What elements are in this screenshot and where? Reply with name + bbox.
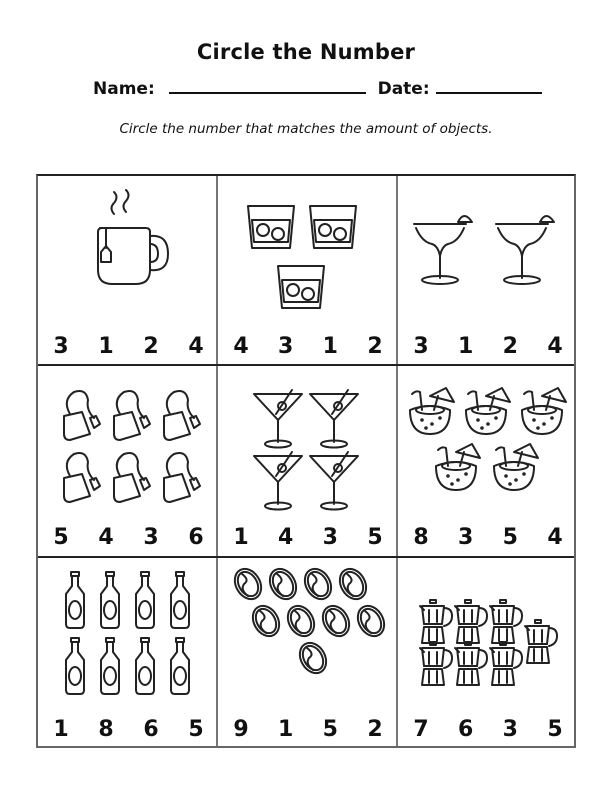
answer-choices [218,524,396,552]
choice[interactable]: 5 [53,525,69,550]
problem-cell [38,558,217,748]
moka-pot-icon [398,558,576,708]
answer-choices [218,716,396,744]
answer-choices [398,333,576,361]
choice[interactable]: 6 [458,717,474,742]
instructions: Circle the number that matches the amount of objects. [119,121,493,137]
choice[interactable]: 1 [53,717,69,742]
choice[interactable]: 3 [413,334,429,359]
coconut-drink-icon [398,366,576,516]
choice[interactable]: 4 [547,334,563,359]
choice[interactable]: 1 [458,334,474,359]
choice[interactable]: 6 [143,717,159,742]
choice[interactable]: 4 [98,525,114,550]
answer-choices [218,333,396,361]
choice[interactable]: 4 [278,525,294,550]
choice[interactable]: 8 [413,525,429,550]
choice[interactable]: 3 [322,525,338,550]
name-date-line [93,78,542,99]
choice[interactable]: 5 [367,525,383,550]
choice[interactable]: 1 [233,525,249,550]
name-label: Name: [93,79,155,99]
choice[interactable]: 3 [458,525,474,550]
choice[interactable]: 9 [233,717,249,742]
problem-cell [218,176,396,365]
choice[interactable]: 5 [547,717,563,742]
choice[interactable]: 2 [502,334,518,359]
choice[interactable]: 6 [188,525,204,550]
choice[interactable]: 1 [278,717,294,742]
problem-cell [38,176,217,365]
choice[interactable]: 8 [98,717,114,742]
problem-cell [398,176,576,365]
answer-choices [38,333,217,361]
choice[interactable]: 4 [188,334,204,359]
choice[interactable]: 3 [502,717,518,742]
choice[interactable]: 3 [143,525,159,550]
worksheet-title: Circle the Number [196,40,416,64]
problem-cell [398,558,576,748]
date-field[interactable] [436,78,542,94]
problem-cell [218,366,396,556]
margarita-glass-icon [398,176,576,326]
problem-cell [38,366,217,556]
martini-glass-icon [218,366,396,516]
answer-choices [398,524,576,552]
name-field[interactable] [169,78,366,94]
choice[interactable]: 3 [278,334,294,359]
choice[interactable]: 4 [233,334,249,359]
bottle-icon [38,558,217,708]
choice[interactable]: 2 [367,717,383,742]
date-label: Date: [377,79,430,99]
choice[interactable]: 4 [547,525,563,550]
tea-mug-icon [38,176,217,326]
choice[interactable]: 1 [98,334,114,359]
choice[interactable]: 2 [367,334,383,359]
whiskey-glass-icon [218,176,396,326]
problem-cell [398,366,576,556]
coffee-bean-icon [218,558,396,708]
tea-bag-icon [38,366,217,516]
problem-cell [218,558,396,748]
choice[interactable]: 3 [53,334,69,359]
choice[interactable]: 5 [188,717,204,742]
answer-choices [38,524,217,552]
choice[interactable]: 5 [322,717,338,742]
answer-choices [398,716,576,744]
answer-choices [38,716,217,744]
choice[interactable]: 7 [413,717,429,742]
choice[interactable]: 1 [322,334,338,359]
problem-grid [36,174,576,748]
choice[interactable]: 2 [143,334,159,359]
choice[interactable]: 5 [502,525,518,550]
